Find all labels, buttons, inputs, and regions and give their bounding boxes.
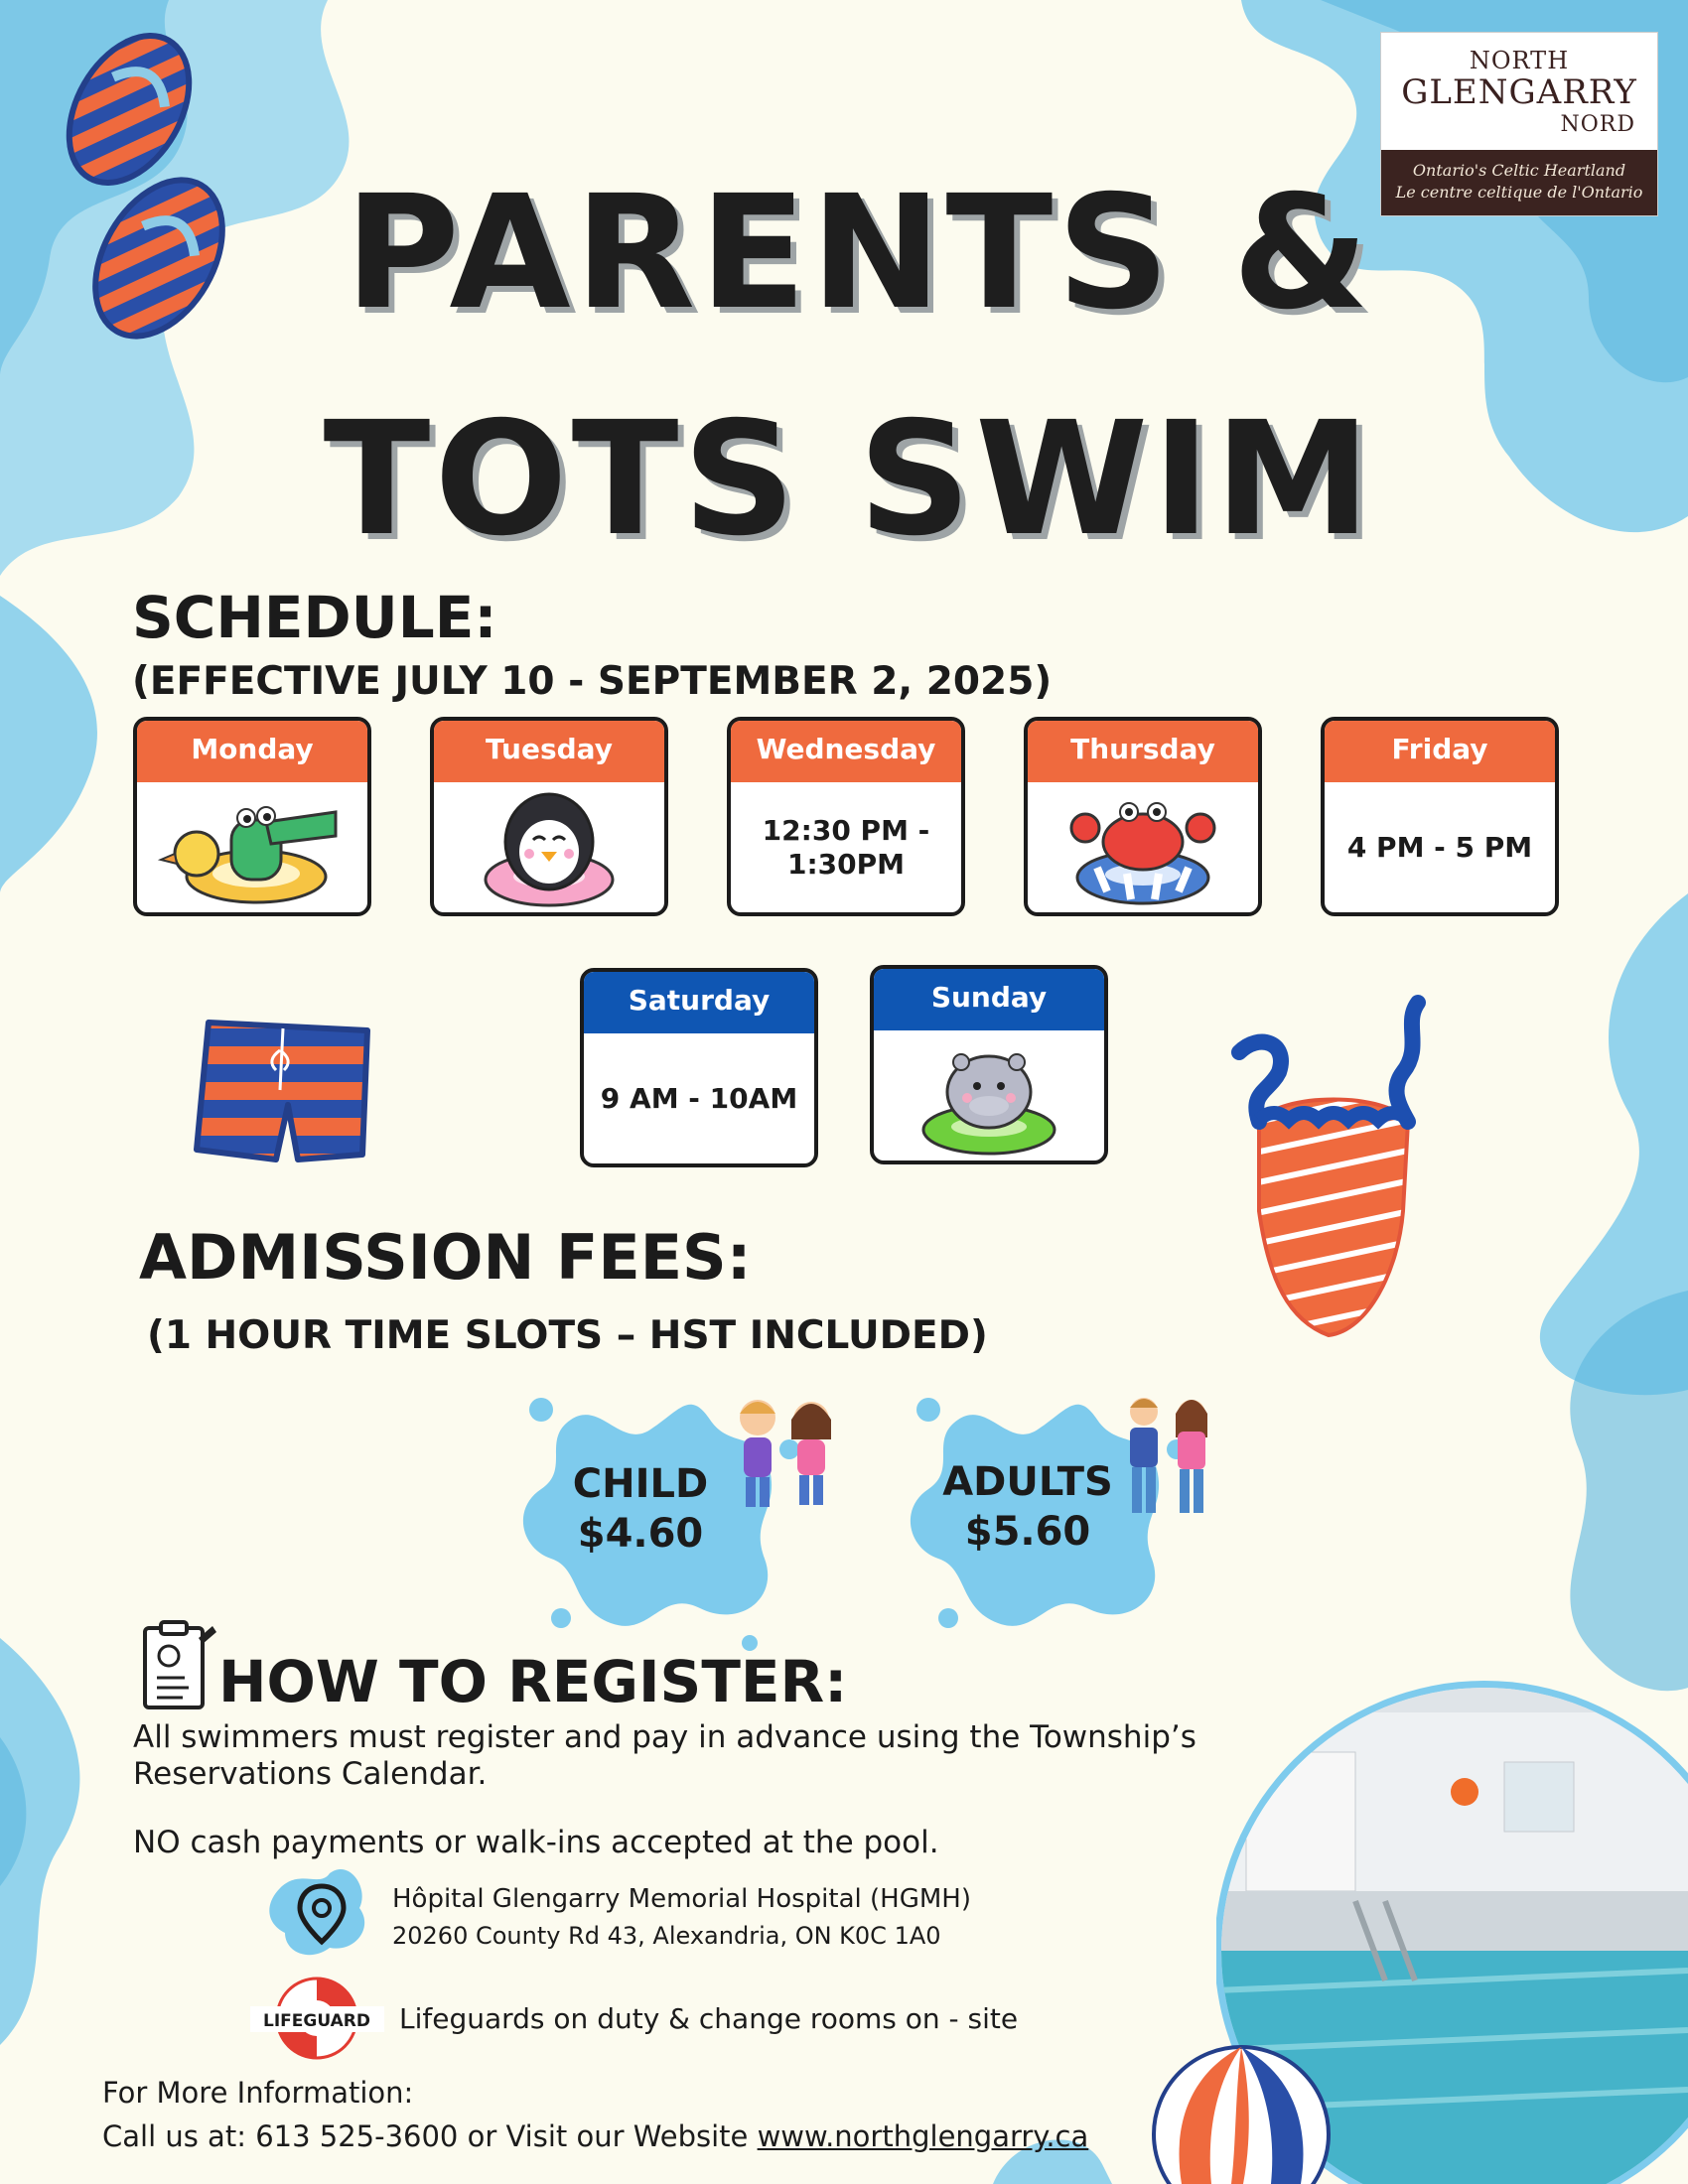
north-glengarry-logo — [1380, 32, 1658, 216]
day-time-line-1: 12:30 PM - — [762, 813, 930, 847]
day-card-wednesday — [727, 717, 965, 916]
logo-tagline-band — [1381, 150, 1657, 215]
day-name: Monday — [137, 721, 367, 782]
day-card-saturday — [580, 968, 818, 1167]
register-note: NO cash payments or walk-ins accepted at the pool. — [133, 1825, 939, 1860]
title-line-1: PARENTS & — [345, 162, 1373, 344]
day-time — [731, 782, 961, 912]
day-name: Friday — [1325, 721, 1555, 782]
location-address: 20260 County Rd 43, Alexandria, ON K0C 1A0 — [392, 1922, 941, 1950]
location-name: Hôpital Glengarry Memorial Hospital (HGMH) — [392, 1884, 971, 1914]
schedule-effective-dates: (EFFECTIVE JULY 10 - SEPTEMBER 2, 2025) — [132, 659, 1053, 704]
clipboard-icon — [139, 1618, 218, 1712]
logo-line-2: GLENGARRY — [1401, 72, 1637, 112]
contact-line — [102, 2118, 1088, 2155]
children-icon — [720, 1390, 849, 1519]
day-card-monday — [133, 717, 371, 916]
day-card-thursday — [1024, 717, 1262, 916]
logo-tagline-1: Ontario's Celtic Heartland — [1412, 161, 1626, 180]
child-fee-label: CHILD — [572, 1461, 709, 1507]
location-pin-icon — [260, 1858, 384, 1968]
day-name: Thursday — [1028, 721, 1258, 782]
adults-icon — [1112, 1390, 1221, 1519]
register-line-1: All swimmers must register and pay in advance using the Township’s — [133, 1719, 1196, 1755]
title-line-2: TOTS SWIM — [323, 388, 1375, 571]
swim-trunks-icon — [189, 1011, 382, 1179]
adults-fee-label: ADULTS — [942, 1459, 1113, 1505]
day-card-tuesday — [430, 717, 668, 916]
lifebuoy-icon — [250, 1971, 384, 2065]
beach-ball-icon — [1152, 2043, 1331, 2184]
lifeguard-badge-text: LIFEGUARD — [263, 2011, 370, 2031]
flip-flops-icon — [30, 20, 268, 357]
child-fee-price: $4.60 — [577, 1511, 704, 1557]
day-name: Sunday — [874, 969, 1104, 1030]
adults-fee — [938, 1457, 1117, 1557]
day-time-line-2: 1:30PM — [786, 847, 905, 881]
day-card-sunday — [870, 965, 1108, 1164]
day-name: Wednesday — [731, 721, 961, 782]
register-line-2: Reservations Calendar. — [133, 1756, 488, 1792]
day-name: Tuesday — [434, 721, 664, 782]
schedule-heading: SCHEDULE: — [132, 584, 497, 651]
contact-phone-text: Call us at: 613 525-3600 or Visit our Website — [102, 2119, 758, 2153]
penguin-float-icon — [434, 782, 664, 912]
lifeguard-info: Lifeguards on duty & change rooms on - site — [399, 2002, 1019, 2035]
crab-float-icon — [1028, 782, 1258, 912]
swimsuit-icon — [1219, 993, 1448, 1345]
how-to-register-heading: HOW TO REGISTER: — [218, 1648, 848, 1715]
day-time: 9 AM - 10AM — [600, 1081, 798, 1115]
website-link[interactable]: www.northglengarry.ca — [757, 2119, 1089, 2153]
more-info-label: For More Information: — [102, 2076, 414, 2110]
admission-fees-subheading: (1 HOUR TIME SLOTS – HST INCLUDED) — [147, 1313, 988, 1358]
day-name: Saturday — [584, 972, 814, 1033]
logo-line-1: NORTH — [1469, 47, 1570, 74]
logo-tagline-2: Le centre celtique de l'Ontario — [1395, 183, 1643, 202]
admission-fees-heading: ADMISSION FEES: — [139, 1221, 752, 1294]
day-card-friday — [1321, 717, 1559, 916]
hippo-float-icon — [874, 1030, 1104, 1160]
duck-crocodile-float-icon — [137, 782, 367, 912]
adults-fee-price: $5.60 — [964, 1509, 1091, 1555]
child-fee — [556, 1459, 725, 1559]
day-time: 4 PM - 5 PM — [1346, 830, 1533, 864]
logo-line-3: NORD — [1560, 112, 1635, 137]
